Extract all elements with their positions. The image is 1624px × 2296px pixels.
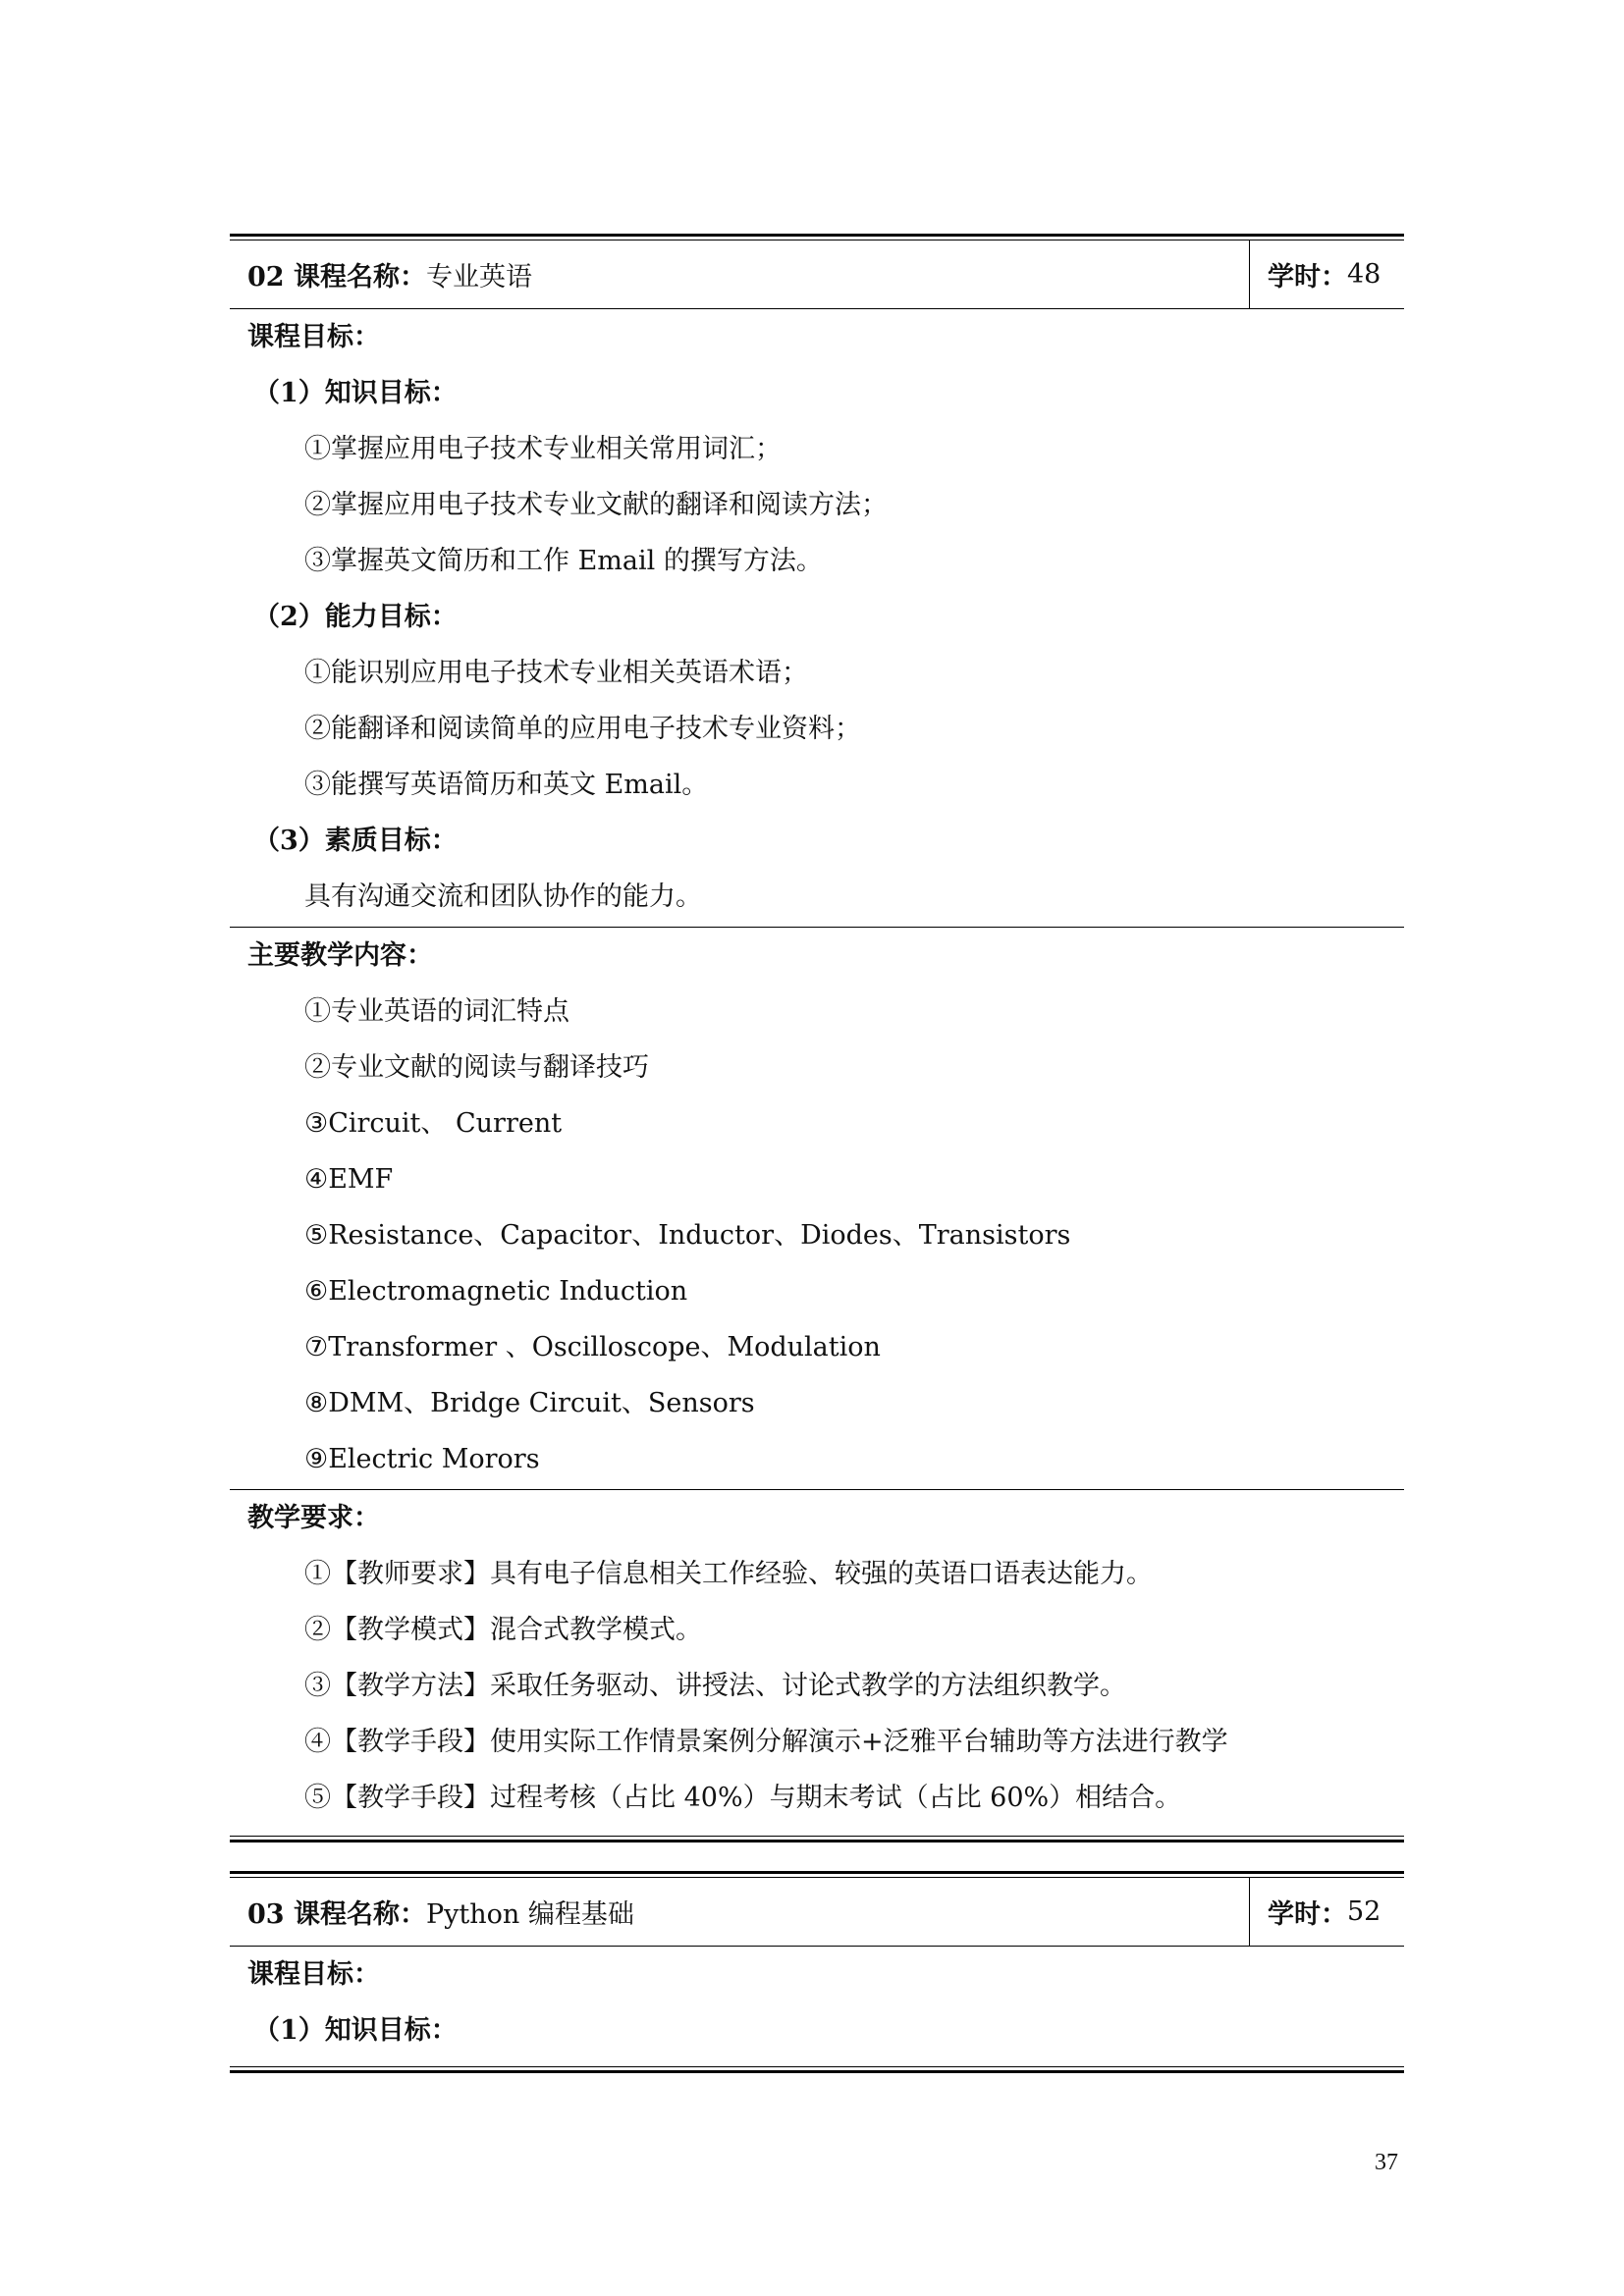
hours-label: 学时： (1268, 262, 1347, 293)
hours-value: 48 (1347, 259, 1381, 290)
content-item: ⑥Electromagnetic Induction (304, 1276, 688, 1307)
content-section (230, 928, 1404, 1490)
course-header-row (230, 1878, 1404, 1947)
knowledge-heading: （1）知识目标： (253, 2015, 458, 2046)
bottom-rule (230, 2066, 1404, 2073)
course-name: Python 编程基础 (425, 1899, 634, 1930)
objectives-section (230, 309, 1404, 928)
page-number: 37 (1375, 2150, 1398, 2175)
quality-heading: （3）素质目标： (253, 826, 458, 856)
content-item: ⑤Resistance、Capacitor、Inductor、Diodes、Transistors (304, 1220, 1071, 1251)
course-number-label: 03 课程名称： (247, 1899, 426, 1930)
ability-item: ②能翻译和阅读简单的应用电子技术专业资料； (304, 714, 861, 744)
course-name: 专业英语 (425, 262, 532, 293)
knowledge-item: ①掌握应用电子技术专业相关常用词汇； (304, 434, 782, 464)
top-rule (230, 1871, 1404, 1878)
requirement-item: ④【教学手段】使用实际工作情景案例分解演示+泛雅平台辅助等方法进行教学 (304, 1727, 1228, 1757)
course-header-row (230, 240, 1404, 309)
top-rule (230, 234, 1404, 240)
ability-item: ③能撰写英语简历和英文 Email。 (304, 770, 709, 800)
requirements-heading: 教学要求： (247, 1503, 380, 1533)
objectives-heading: 课程目标： (247, 1959, 380, 1990)
requirement-item: ①【教师要求】具有电子信息相关工作经验、较强的英语口语表达能力。 (304, 1559, 1153, 1589)
objectives-section (230, 1947, 1404, 2060)
content-item: ⑨Electric Morors (304, 1444, 540, 1474)
requirement-item: ⑤【教学手段】过程考核（占比 40%）与期末考试（占比 60%）相结合。 (304, 1783, 1182, 1813)
hours-value: 52 (1347, 1896, 1381, 1927)
objectives-heading: 课程目标： (247, 322, 380, 352)
course-03-table (230, 1871, 1404, 2073)
content-item: ④EMF (304, 1164, 394, 1195)
requirements-section (230, 1490, 1404, 1828)
quality-item: 具有沟通交流和团队协作的能力。 (304, 881, 702, 912)
ability-heading: （2）能力目标： (253, 602, 458, 632)
content-heading: 主要教学内容： (247, 940, 433, 971)
requirement-item: ③【教学方法】采取任务驱动、讲授法、讨论式教学的方法组织教学。 (304, 1671, 1126, 1701)
content-item: ⑧DMM、Bridge Circuit、Sensors (304, 1388, 755, 1418)
ability-item: ①能识别应用电子技术专业相关英语术语； (304, 658, 808, 688)
requirement-item: ②【教学模式】混合式教学模式。 (304, 1615, 702, 1645)
content-item: ⑦Transformer 、Oscilloscope、Modulation (304, 1332, 881, 1362)
knowledge-heading: （1）知识目标： (253, 378, 458, 408)
course-hours-cell (1249, 240, 1404, 308)
content-item: ②专业文献的阅读与翻译技巧 (304, 1052, 649, 1083)
course-02-table (230, 234, 1404, 1842)
knowledge-item: ②掌握应用电子技术专业文献的翻译和阅读方法； (304, 490, 888, 520)
course-number-label: 02 课程名称： (247, 262, 426, 293)
course-name-cell (230, 240, 1249, 308)
hours-label: 学时： (1268, 1899, 1347, 1930)
content-item: ③Circuit、 Current (304, 1108, 563, 1139)
course-name-cell (230, 1878, 1249, 1946)
knowledge-item: ③掌握英文简历和工作 Email 的撰写方法。 (304, 546, 823, 576)
bottom-rule (230, 1836, 1404, 1842)
content-item: ①专业英语的词汇特点 (304, 996, 569, 1027)
course-hours-cell (1249, 1878, 1404, 1946)
